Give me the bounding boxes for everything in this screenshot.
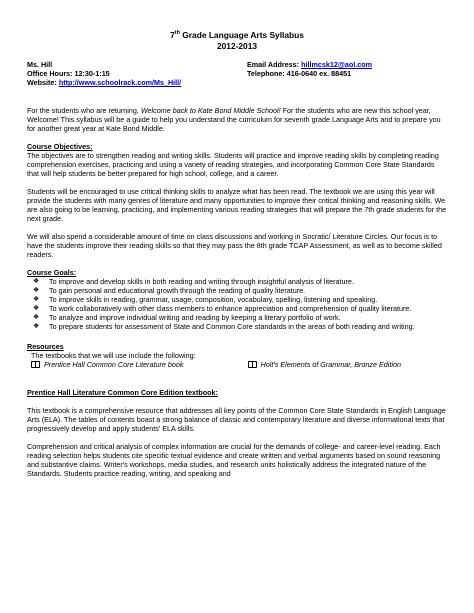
office-hours: Office Hours: 12:30-1:15 xyxy=(27,69,110,78)
email-link[interactable]: hillmcsk12@aol.com xyxy=(301,60,372,69)
textbook-item xyxy=(248,360,401,369)
prentice-hall-title: Prentice Hall Literature Common Core Edition textbook: xyxy=(27,388,218,397)
goal-text: To gain personal and educational growth through the reading of quality literature. xyxy=(49,286,306,295)
website-row xyxy=(27,78,227,87)
diamond-bullet-icon: ❖ xyxy=(33,305,40,312)
title-grade: 7 xyxy=(170,30,175,40)
diamond-bullet-icon: ❖ xyxy=(33,287,40,294)
resources-title: Resources xyxy=(27,342,64,351)
goal-item xyxy=(33,277,447,286)
intro-part1: For the students who are returning, xyxy=(27,106,141,115)
page-title xyxy=(27,30,447,41)
objectives-title: Course Objectives: xyxy=(27,142,93,151)
intro-welcome: Welcome back to Kate Bond Middle School! xyxy=(140,106,281,115)
school-year: 2012-2013 xyxy=(216,40,258,51)
diamond-bullet-icon: ❖ xyxy=(33,296,40,303)
goal-text: To work collaboratively with other class members to enhance appreciation and comprehension of quality literature. xyxy=(49,304,412,313)
email-row xyxy=(247,60,447,69)
textbook-item xyxy=(31,360,183,369)
title-superscript: th xyxy=(174,30,180,37)
prentice-hall-paragraph-1: This textbook is a comprehensive resource that addresses all key points of the Common Core State Standards in English Language Arts (ELA). The tables of contents boast a strong balance of classic and contemporary literature and diverse informational texts that progressively develop and apply students' ELA skills. xyxy=(27,406,446,433)
prentice-hall-paragraph-2: Comprehension and critical analysis of complex information are crucial for the demands of college- and career-level reading. Each reading selection helps students cite specific textual evidence and create written and verbal arguments based on sound reasoning and substantive claims. Writer's workshops, media studies, and research units holistically address the integrated nature of the Standards. Students practice reading, writing, and speaking and xyxy=(27,442,441,478)
website-link[interactable]: http://www.schoolrack.com/Ms_Hill/ xyxy=(58,78,182,87)
goal-item xyxy=(33,295,447,304)
intro-part2: For the students who are new this school year, Welcome! This syllabus will be a guide to help you understand the curriculum for seventh grade Language Arts and to prepare you for another great year at Kate Bond Middle. xyxy=(27,106,441,133)
book-icon xyxy=(248,361,257,368)
book-icon xyxy=(31,361,40,368)
title-text: Grade Language Arts Syllabus xyxy=(182,30,304,40)
goals-title: Course Goals: xyxy=(27,268,77,277)
goal-text: To prepare students for assessment of State and Common Core standards in the areas of both reading and writing. xyxy=(49,322,415,331)
teacher-name: Ms. Hill xyxy=(27,60,53,69)
goals-section xyxy=(27,268,447,331)
telephone: Telephone: 416-0640 ex. 88451 xyxy=(247,69,352,78)
objectives-paragraph-2: Students will be encouraged to use critical thinking skills to analyze what has been read. The textbook we are using this year will provide the students with many genres of literature and many opportunities to improve their critical thinking and reasoning skills. We are also going to be learning, practicing, and implementing various reading strategies that will prepare the 7th grade students for the next grade. xyxy=(27,187,447,223)
objectives-paragraph-3: We will also spend a considerable amount of time on class discussions and working in Socratic/ Literature Circles. Our focus is to have the students improve their reading skills so that they may pass the 8th grade TCAP Assessment, as well as to become skilled readers. xyxy=(27,232,442,259)
goal-text: To improve skills in reading, grammar, usage, composition, vocabulary, spelling, listening and speaking. xyxy=(49,295,378,304)
resources-intro: The textbooks that we will use include the following: xyxy=(31,351,196,360)
goals-list xyxy=(27,277,447,331)
goal-text: To analyze and improve individual writing and reading by keeping a literary portfolio of work. xyxy=(49,313,341,322)
goal-item xyxy=(33,286,447,295)
objectives-paragraph-1: The objectives are to strengthen reading and writing skills. Students will practice and improve reading skills by completing reading comprehension exercises, practicing and using a variety of reading strategies, and incorporating Common Core State Standards that will help students be better prepared for high school, college, and a career. xyxy=(27,151,439,178)
objectives-section xyxy=(27,142,447,259)
textbook-title: Holt's Elements of Grammar, Bronze Edition xyxy=(260,360,401,369)
diamond-bullet-icon: ❖ xyxy=(33,323,40,330)
goal-text: To improve and develop skills in both reading and writing through insightful analysis of literature. xyxy=(49,277,354,286)
contact-block xyxy=(27,60,447,87)
contact-left xyxy=(27,60,227,87)
contact-right xyxy=(247,60,447,87)
goal-item xyxy=(33,304,447,313)
email-label: Email Address: xyxy=(247,60,300,69)
website-label: Website: xyxy=(27,78,57,87)
goal-item xyxy=(33,322,447,331)
goal-item xyxy=(33,313,447,322)
textbook-title: Prentice Hall Common Core Literature book xyxy=(44,360,184,369)
textbook-list xyxy=(27,360,447,369)
diamond-bullet-icon: ❖ xyxy=(33,278,40,285)
intro-paragraph xyxy=(27,106,447,133)
diamond-bullet-icon: ❖ xyxy=(33,314,40,321)
